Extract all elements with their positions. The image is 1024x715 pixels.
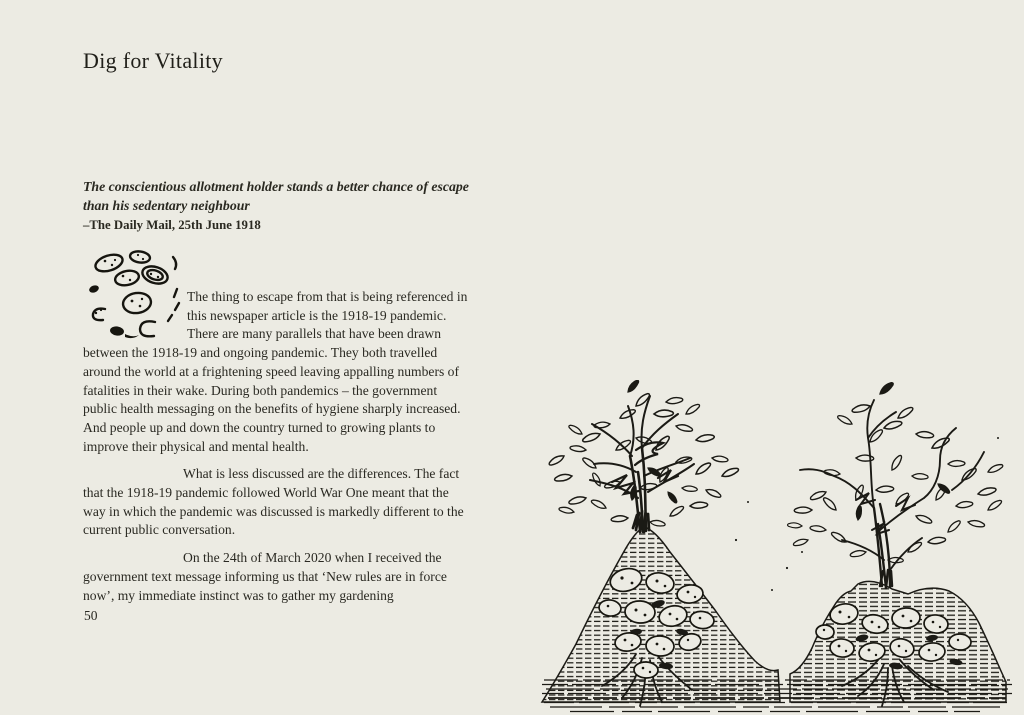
body-text-column [83,288,471,605]
potato-plants-illustration [540,380,1024,715]
page-number: 50 [84,608,98,623]
epigraph [83,178,503,234]
paragraph-1-text: The thing to escape from that is being referenced in this newspaper article is the 1918-19 pandemic. There are many parallels that have been drawn between the 1918-19 and ongoing pandemic. They both travelled around the world at a frightening speed leaving appalling numbers of fatalities in their wake. During both pandemics – the government public health messaging on the benefits of hygiene sharply increased. And people up and down the country turned to growing plants to improve their physical and mental health. [83,289,468,454]
page-title: Dig for Vitality [83,48,223,73]
epigraph-quote-line: The conscientious allotment holder stands a better chance of escape [83,179,469,194]
illustration-wrap-spacer [83,288,187,344]
paragraph-2: What is less discussed are the differences. The fact that the 1918-19 pandemic followed World War One meant that the way in which the pandemic was discussed is markedly different to the current public conversation. [83,466,464,538]
paragraph-3: On the 24th of March 2020 when I received the government text message informing us that ‘New rules are in force now’, my immediate instinct was to gather my gardening [83,550,447,603]
paragraph-1 [83,288,471,456]
epigraph-quote-line: than his sedentary neighbour [83,197,250,213]
epigraph-attribution: –The Daily Mail, 25th June 1918 [83,218,261,232]
potato-plants-ink-sketch-svg [540,380,1024,715]
